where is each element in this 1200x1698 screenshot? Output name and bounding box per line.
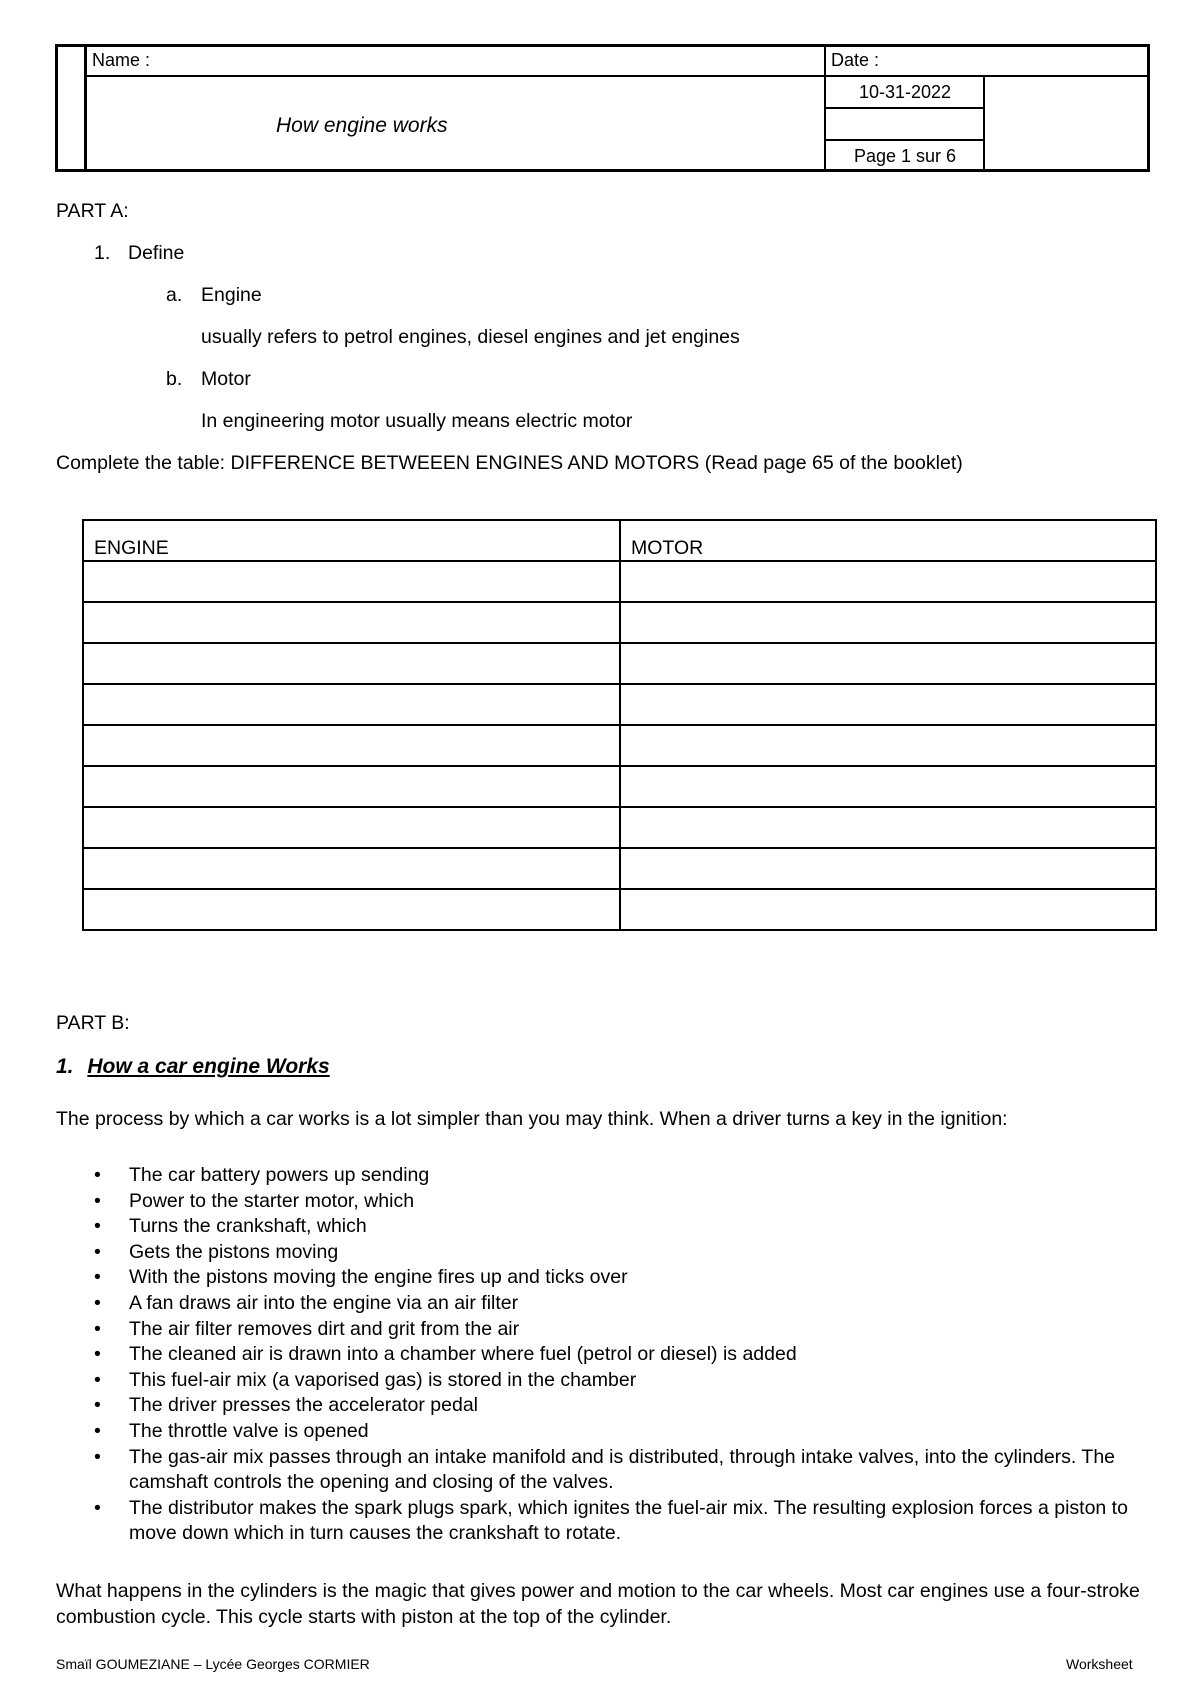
list-item: • Turns the crankshaft, which bbox=[92, 1214, 1142, 1240]
list-item: • The distributor makes the spark plugs spark, which ignites the fuel-air mix. The resulting explosion forces a piston to move down which in turn causes the crankshaft to rotate. bbox=[92, 1496, 1142, 1547]
table-row bbox=[83, 889, 1156, 930]
table-row bbox=[83, 643, 1156, 684]
table-row bbox=[83, 848, 1156, 889]
definition-engine: usually refers to petrol engines, diesel engines and jet engines bbox=[201, 326, 740, 348]
engine-cell[interactable] bbox=[83, 602, 620, 643]
heading-number: 1. bbox=[56, 1055, 74, 1078]
table-header-row bbox=[83, 520, 1156, 561]
list-item: • The cleaned air is drawn into a chamber where fuel (petrol or diesel) is added bbox=[92, 1342, 1142, 1368]
table-row bbox=[83, 725, 1156, 766]
motor-cell[interactable] bbox=[620, 561, 1156, 602]
question-define: Define bbox=[128, 242, 185, 264]
motor-cell[interactable] bbox=[620, 725, 1156, 766]
document-title: How engine works bbox=[276, 114, 448, 137]
motor-cell[interactable] bbox=[620, 684, 1156, 725]
part-b-label: PART B: bbox=[56, 1012, 130, 1034]
section-heading bbox=[56, 1055, 330, 1079]
motor-cell[interactable] bbox=[620, 602, 1156, 643]
header-divider bbox=[824, 139, 984, 141]
list-item: • The throttle valve is opened bbox=[92, 1419, 1142, 1445]
term-engine: Engine bbox=[201, 284, 262, 306]
engine-cell[interactable] bbox=[83, 643, 620, 684]
column-header-motor: MOTOR bbox=[620, 520, 1156, 561]
footer-author: Smaïl GOUMEZIANE – Lycée Georges CORMIER bbox=[56, 1656, 370, 1672]
motor-cell[interactable] bbox=[620, 848, 1156, 889]
table-instruction: Complete the table: DIFFERENCE BETWEEEN ENGINES AND MOTORS (Read page 65 of the booklet) bbox=[56, 452, 963, 474]
list-item: • A fan draws air into the engine via an air filter bbox=[92, 1291, 1142, 1317]
table-row bbox=[83, 807, 1156, 848]
part-a-label: PART A: bbox=[56, 200, 129, 222]
list-item: • The air filter removes dirt and grit from the air bbox=[92, 1317, 1142, 1343]
engine-cell[interactable] bbox=[83, 725, 620, 766]
list-item: • The driver presses the accelerator pedal bbox=[92, 1393, 1142, 1419]
engine-cell[interactable] bbox=[83, 807, 620, 848]
header-box bbox=[55, 44, 1150, 172]
item-letter-b: b. bbox=[166, 368, 183, 390]
item-letter-a: a. bbox=[166, 284, 183, 306]
engine-cell[interactable] bbox=[83, 766, 620, 807]
date-label: Date : bbox=[831, 50, 880, 70]
header-divider bbox=[84, 75, 1150, 77]
heading-text: How a car engine Works bbox=[87, 1055, 330, 1078]
engine-cell[interactable] bbox=[83, 889, 620, 930]
difference-table bbox=[82, 519, 1157, 931]
list-item: • Gets the pistons moving bbox=[92, 1240, 1142, 1266]
intro-paragraph: The process by which a car works is a lot simpler than you may think. When a driver turns a key in the ignition: bbox=[56, 1108, 1008, 1130]
list-item: • This fuel-air mix (a vaporised gas) is stored in the chamber bbox=[92, 1368, 1142, 1394]
engine-cell[interactable] bbox=[83, 684, 620, 725]
header-side-strip bbox=[58, 47, 87, 169]
header-divider bbox=[824, 107, 984, 109]
list-item: • With the pistons moving the engine fires up and ticks over bbox=[92, 1265, 1142, 1291]
motor-cell[interactable] bbox=[620, 766, 1156, 807]
table-row bbox=[83, 602, 1156, 643]
question-number: 1. bbox=[94, 242, 111, 264]
table-row bbox=[83, 561, 1156, 602]
list-item: • The gas-air mix passes through an intake manifold and is distributed, through intake valves, into the cylinders. The camshaft controls the opening and closing of the valves. bbox=[92, 1445, 1142, 1496]
motor-cell[interactable] bbox=[620, 807, 1156, 848]
page-number: Page 1 sur 6 bbox=[853, 146, 957, 166]
definition-motor: In engineering motor usually means electric motor bbox=[201, 410, 633, 432]
list-item: • Power to the starter motor, which bbox=[92, 1189, 1142, 1215]
engine-cell[interactable] bbox=[83, 848, 620, 889]
document-date: 10-31-2022 bbox=[858, 82, 952, 102]
table-row bbox=[83, 684, 1156, 725]
list-item: • The car battery powers up sending bbox=[92, 1163, 1142, 1189]
table-row bbox=[83, 766, 1156, 807]
footer-doc-type: Worksheet bbox=[1066, 1656, 1133, 1672]
column-header-engine: ENGINE bbox=[83, 520, 620, 561]
name-label: Name : bbox=[92, 50, 151, 70]
closing-paragraph: What happens in the cylinders is the magic that gives power and motion to the car wheels. Most car engines use a four-stroke combustion cycle. This cycle starts with piston at the top of the cylinder. bbox=[56, 1580, 1140, 1628]
engine-cell[interactable] bbox=[83, 561, 620, 602]
motor-cell[interactable] bbox=[620, 643, 1156, 684]
process-list bbox=[92, 1163, 1142, 1547]
term-motor: Motor bbox=[201, 368, 251, 390]
motor-cell[interactable] bbox=[620, 889, 1156, 930]
